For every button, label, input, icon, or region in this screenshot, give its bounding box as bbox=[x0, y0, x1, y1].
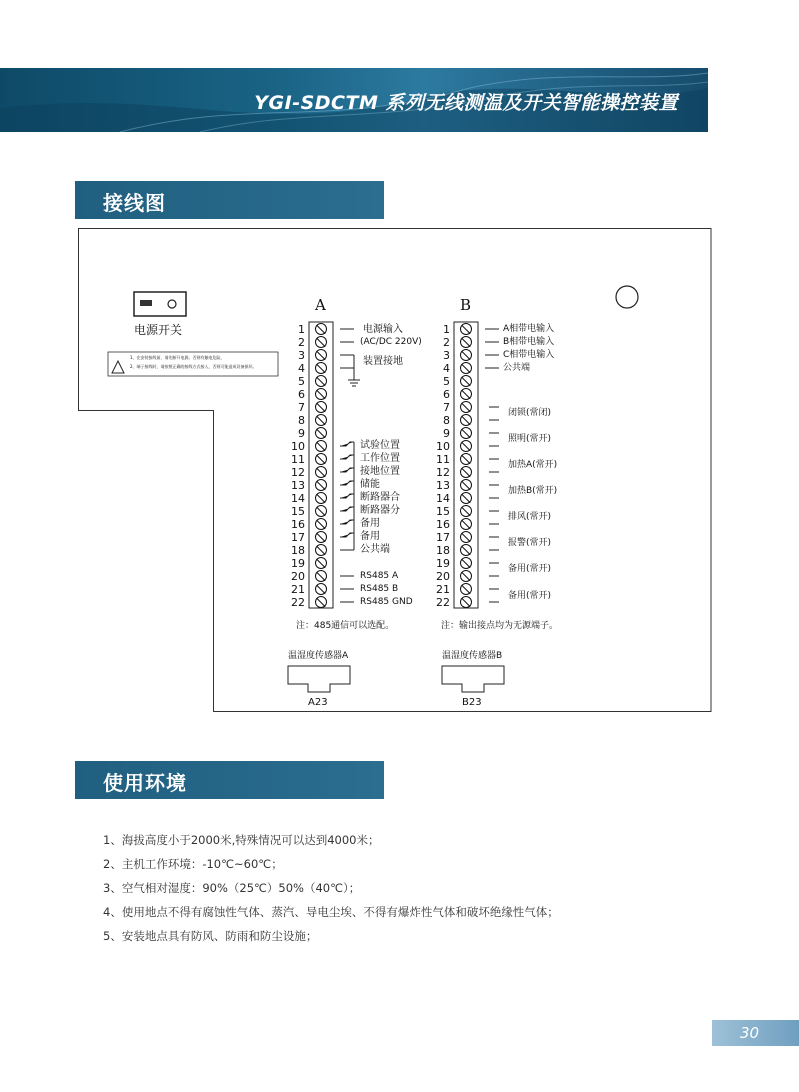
terminal-number-b: 2 bbox=[443, 336, 450, 349]
terminal-number-b: 20 bbox=[436, 570, 450, 583]
power-switch-label: 电源开关 bbox=[134, 323, 183, 337]
screw-terminal-icon bbox=[315, 596, 327, 608]
b-label-t3: C相带电输入 bbox=[503, 350, 555, 360]
screw-terminal-icon bbox=[315, 505, 327, 517]
terminal-number-b: 17 bbox=[436, 531, 450, 544]
a-label-t14: 断路器合 bbox=[360, 492, 400, 503]
screw-terminal-icon bbox=[460, 362, 472, 374]
screw-terminal-icon bbox=[315, 323, 327, 335]
terminal-number-a: 10 bbox=[291, 440, 305, 453]
terminal-number-a: 17 bbox=[291, 531, 305, 544]
terminal-number-a: 2 bbox=[298, 336, 305, 349]
terminal-number-b: 11 bbox=[436, 453, 450, 466]
warning-line-2: 2、端子接线时，请按照正确的接线方式接入，否则可能造成设备损坏。 bbox=[130, 364, 257, 369]
page-header-title: YGI-SDCTM 系列无线测温及开关智能操控装置 bbox=[254, 92, 678, 114]
terminal-number-b: 16 bbox=[436, 518, 450, 531]
terminal-number-b: 10 bbox=[436, 440, 450, 453]
page-number: 30 bbox=[740, 1024, 760, 1042]
screw-terminal-icon bbox=[315, 388, 327, 400]
screw-terminal-icon bbox=[460, 531, 472, 543]
screw-terminal-icon bbox=[460, 557, 472, 569]
column-b-label: B bbox=[460, 296, 472, 314]
screw-terminal-icon bbox=[460, 505, 472, 517]
terminal-number-b: 4 bbox=[443, 362, 450, 375]
warning-line-1: 1、在安装接线前，请先断开电源。否则有触电危险。 bbox=[130, 355, 225, 360]
list-item: 2、主机工作环境：-10℃~60℃； bbox=[103, 857, 283, 871]
terminal-number-b: 21 bbox=[436, 583, 450, 596]
sensor-a-code: A23 bbox=[308, 697, 328, 708]
a-label-power-spec: (AC/DC 220V) bbox=[360, 337, 422, 347]
terminal-number-b: 3 bbox=[443, 349, 450, 362]
note-a: 注：485通信可以选配。 bbox=[296, 621, 395, 631]
screw-terminal-icon bbox=[460, 479, 472, 491]
screw-terminal-icon bbox=[460, 596, 472, 608]
screw-terminal-icon bbox=[460, 453, 472, 465]
screw-terminal-icon bbox=[315, 414, 327, 426]
screw-terminal-icon bbox=[315, 336, 327, 348]
header-banner bbox=[0, 68, 708, 132]
a-label-t17: 备用 bbox=[360, 531, 380, 542]
screw-terminal-icon bbox=[460, 375, 472, 387]
a-label-t10: 试验位置 bbox=[360, 440, 400, 451]
page-number-box bbox=[712, 1020, 799, 1046]
section-bar-wiring bbox=[75, 181, 384, 219]
terminal-number-a: 18 bbox=[291, 544, 305, 557]
screw-terminal-icon bbox=[315, 453, 327, 465]
terminal-number-a: 8 bbox=[298, 414, 305, 427]
terminal-number-a: 4 bbox=[298, 362, 305, 375]
screw-terminal-icon bbox=[460, 388, 472, 400]
screw-terminal-icon bbox=[315, 557, 327, 569]
screw-terminal-icon bbox=[315, 479, 327, 491]
terminal-number-b: 6 bbox=[443, 388, 450, 401]
screw-terminal-icon bbox=[315, 401, 327, 413]
sensor-b-code: B23 bbox=[462, 697, 482, 708]
terminal-number-a: 14 bbox=[291, 492, 305, 505]
b-label-o4: 加热B(常开) bbox=[508, 486, 558, 496]
sensor-b-label: 温湿度传感器B bbox=[442, 651, 503, 661]
a-label-t22: RS485 GND bbox=[360, 597, 413, 607]
b-label-o1: 闭锁(常闭) bbox=[508, 408, 552, 418]
terminal-number-b: 14 bbox=[436, 492, 450, 505]
section-title-wiring: 接线图 bbox=[103, 191, 166, 215]
terminal-number-b: 13 bbox=[436, 479, 450, 492]
b-label-o5: 排风(常开) bbox=[508, 512, 552, 522]
terminal-number-b: 1 bbox=[443, 323, 450, 336]
a-label-ground: 装置接地 bbox=[363, 356, 403, 367]
b-label-t4: 公共端 bbox=[503, 363, 531, 373]
screw-terminal-icon bbox=[315, 375, 327, 387]
terminal-number-a: 11 bbox=[291, 453, 305, 466]
a-label-t20: RS485 A bbox=[360, 571, 399, 581]
a-label-t21: RS485 B bbox=[360, 584, 399, 594]
list-item: 5、安装地点具有防风、防雨和防尘设施； bbox=[103, 929, 318, 943]
terminal-number-b: 22 bbox=[436, 596, 450, 609]
screw-terminal-icon bbox=[315, 531, 327, 543]
environment-list bbox=[103, 828, 559, 948]
screw-terminal-icon bbox=[315, 583, 327, 595]
list-item: 3、空气相对湿度：90%（25℃）50%（40℃）； bbox=[103, 881, 361, 895]
screw-terminal-icon bbox=[315, 492, 327, 504]
screw-terminal-icon bbox=[315, 518, 327, 530]
terminal-number-a: 3 bbox=[298, 349, 305, 362]
b-label-t1: A相带电输入 bbox=[503, 324, 555, 334]
b-label-o3: 加热A(常开) bbox=[508, 460, 558, 470]
section-bar-environment bbox=[75, 761, 384, 799]
a-label-t16: 备用 bbox=[360, 518, 380, 529]
screw-terminal-icon bbox=[315, 440, 327, 452]
section-title-environment: 使用环境 bbox=[103, 771, 187, 795]
a-label-t15: 断路器分 bbox=[360, 505, 400, 516]
screw-terminal-icon bbox=[460, 440, 472, 452]
b-label-t2: B相带电输入 bbox=[503, 337, 555, 347]
screw-terminal-icon bbox=[460, 414, 472, 426]
screw-terminal-icon bbox=[315, 349, 327, 361]
b-label-o6: 报警(常开) bbox=[508, 538, 552, 548]
terminal-number-b: 5 bbox=[443, 375, 450, 388]
terminal-number-a: 13 bbox=[291, 479, 305, 492]
a-label-t12: 接地位置 bbox=[360, 466, 400, 477]
screw-terminal-icon bbox=[460, 349, 472, 361]
screw-terminal-icon bbox=[460, 323, 472, 335]
terminal-number-a: 15 bbox=[291, 505, 305, 518]
terminal-number-a: 7 bbox=[298, 401, 305, 414]
screw-terminal-icon bbox=[460, 570, 472, 582]
screw-terminal-icon bbox=[460, 583, 472, 595]
terminal-number-b: 19 bbox=[436, 557, 450, 570]
terminal-number-a: 22 bbox=[291, 596, 305, 609]
b-label-o8: 备用(常开) bbox=[508, 591, 552, 601]
sensor-a-label: 温湿度传感器A bbox=[288, 651, 349, 661]
terminal-number-a: 9 bbox=[298, 427, 305, 440]
a-label-power-in: 电源输入 bbox=[363, 324, 403, 335]
terminal-number-a: 12 bbox=[291, 466, 305, 479]
note-b: 注：输出接点均为无源端子。 bbox=[441, 621, 559, 631]
screw-terminal-icon bbox=[460, 466, 472, 478]
list-item: 4、使用地点不得有腐蚀性气体、蒸汽、导电尘埃、不得有爆炸性气体和破坏绝缘性气体； bbox=[103, 905, 559, 919]
screw-terminal-icon bbox=[460, 336, 472, 348]
column-a-label: A bbox=[315, 296, 326, 314]
terminal-number-a: 16 bbox=[291, 518, 305, 531]
terminal-number-b: 18 bbox=[436, 544, 450, 557]
b-label-o7: 备用(常开) bbox=[508, 564, 552, 574]
terminal-number-a: 1 bbox=[298, 323, 305, 336]
terminal-number-a: 19 bbox=[291, 557, 305, 570]
terminal-number-b: 9 bbox=[443, 427, 450, 440]
terminal-number-a: 6 bbox=[298, 388, 305, 401]
a-label-t18: 公共端 bbox=[360, 544, 390, 555]
screw-terminal-icon bbox=[315, 466, 327, 478]
terminal-number-b: 15 bbox=[436, 505, 450, 518]
terminal-number-a: 5 bbox=[298, 375, 305, 388]
screw-terminal-icon bbox=[460, 544, 472, 556]
list-item: 1、海拔高度小于2000米,特殊情况可以达到4000米； bbox=[103, 833, 380, 847]
terminal-number-b: 7 bbox=[443, 401, 450, 414]
a-label-t13: 储能 bbox=[360, 479, 380, 490]
screw-terminal-icon bbox=[460, 518, 472, 530]
b-label-o2: 照明(常开) bbox=[508, 434, 552, 444]
terminal-number-a: 20 bbox=[291, 570, 305, 583]
screw-terminal-icon bbox=[315, 427, 327, 439]
terminal-number-a: 21 bbox=[291, 583, 305, 596]
screw-terminal-icon bbox=[460, 427, 472, 439]
screw-terminal-icon bbox=[315, 544, 327, 556]
screw-terminal-icon bbox=[315, 362, 327, 374]
screw-terminal-icon bbox=[460, 401, 472, 413]
wiring-diagram bbox=[78, 228, 714, 716]
screw-terminal-icon bbox=[460, 492, 472, 504]
screw-terminal-icon bbox=[315, 570, 327, 582]
terminal-number-b: 8 bbox=[443, 414, 450, 427]
terminal-number-b: 12 bbox=[436, 466, 450, 479]
a-label-t11: 工作位置 bbox=[360, 453, 400, 464]
